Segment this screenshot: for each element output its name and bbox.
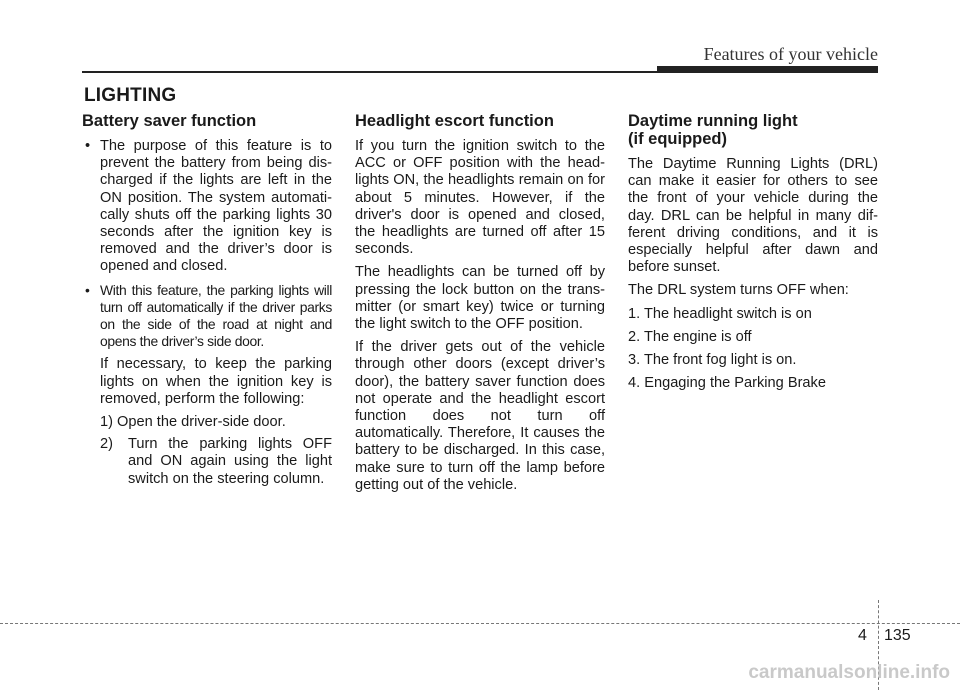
chapter-number: 4 — [858, 627, 867, 644]
battery-saver-bullet-1-text: The purpose of this feature is to prevent the battery from being dis-charged if the lights are left in the ON position. The system automati-cally shuts off the parking lights 30 seconds after the ignition key is removed and the driver’s door is opened and closed. — [100, 138, 332, 275]
page-number: 135 — [884, 627, 911, 644]
battery-saver-bullet-2 — [82, 282, 332, 351]
battery-saver-step-2-text: Turn the parking lights OFF and ON again using the light switch on the steering column. — [128, 436, 332, 487]
column-daytime-running-light — [628, 112, 878, 398]
battery-saver-step-2 — [82, 436, 332, 488]
headlight-escort-heading: Headlight escort function — [355, 112, 554, 130]
drl-list-item: 3. The front fog light is on. — [628, 352, 797, 369]
section-title: LIGHTING — [84, 85, 177, 106]
battery-saver-bullet-1 — [82, 138, 332, 276]
header-rule-accent — [657, 66, 878, 73]
step-2-number: 2) — [100, 436, 113, 453]
footer-dashed-rule — [0, 623, 960, 624]
headlight-escort-paragraph-3: If the driver gets out of the vehicle through other doors (except driver’s door), the battery saver function does not operate and the headlight escort function does not turn off automatically. Therefore, It causes the battery to be discharged. In this case, make sure to turn off the lamp before getting out of the vehicle. — [355, 339, 605, 493]
drl-paragraph-1: The Daytime Running Lights (DRL) can make it easier for others to see the front of your vehicle during the day. DRL can be helpful in many dif-ferent driving conditions, and it is especially helpful after dawn and before sunset. — [628, 156, 878, 276]
drl-heading-line-1: Daytime running light — [628, 112, 798, 130]
watermark-link[interactable]: carmanualsonline.info — [748, 662, 950, 683]
drl-list-item: 4. Engaging the Parking Brake — [628, 375, 826, 392]
bullet-icon: • — [85, 281, 90, 298]
bullet-icon: • — [85, 138, 91, 154]
column-headlight-escort — [355, 112, 605, 500]
running-header-title: Features of your vehicle — [703, 44, 878, 64]
column-battery-saver — [82, 112, 332, 493]
drl-list-item: 2. The engine is off — [628, 328, 752, 345]
battery-saver-note: If necessary, to keep the parking lights on when the ignition key is removed, perform the following: — [100, 356, 332, 407]
drl-list-item: 1. The headlight switch is on — [628, 305, 812, 322]
drl-heading-line-2: (if equipped) — [628, 130, 727, 148]
battery-saver-heading: Battery saver function — [82, 112, 257, 130]
battery-saver-step-1: 1) Open the driver-side door. — [100, 414, 286, 431]
headlight-escort-paragraph-1: If you turn the ignition switch to the ACC or OFF position with the head-lights ON, the headlights remain on for about 5 minutes. However, if the driver's door is opened and closed, the headlights are turned off after 15 seconds. — [355, 138, 605, 258]
drl-paragraph-2: The DRL system turns OFF when: — [628, 282, 849, 299]
header-rule — [82, 71, 662, 73]
drl-heading — [628, 112, 878, 148]
battery-saver-bullet-2-text: With this feature, the parking lights will turn off automatically if the driver parks on the side of the road at night and opens the driver’s side door. — [100, 281, 332, 350]
headlight-escort-paragraph-2: The headlights can be turned off by pressing the lock button on the trans-mitter (or smart key) twice or turning the light switch to the OFF position. — [355, 264, 605, 333]
